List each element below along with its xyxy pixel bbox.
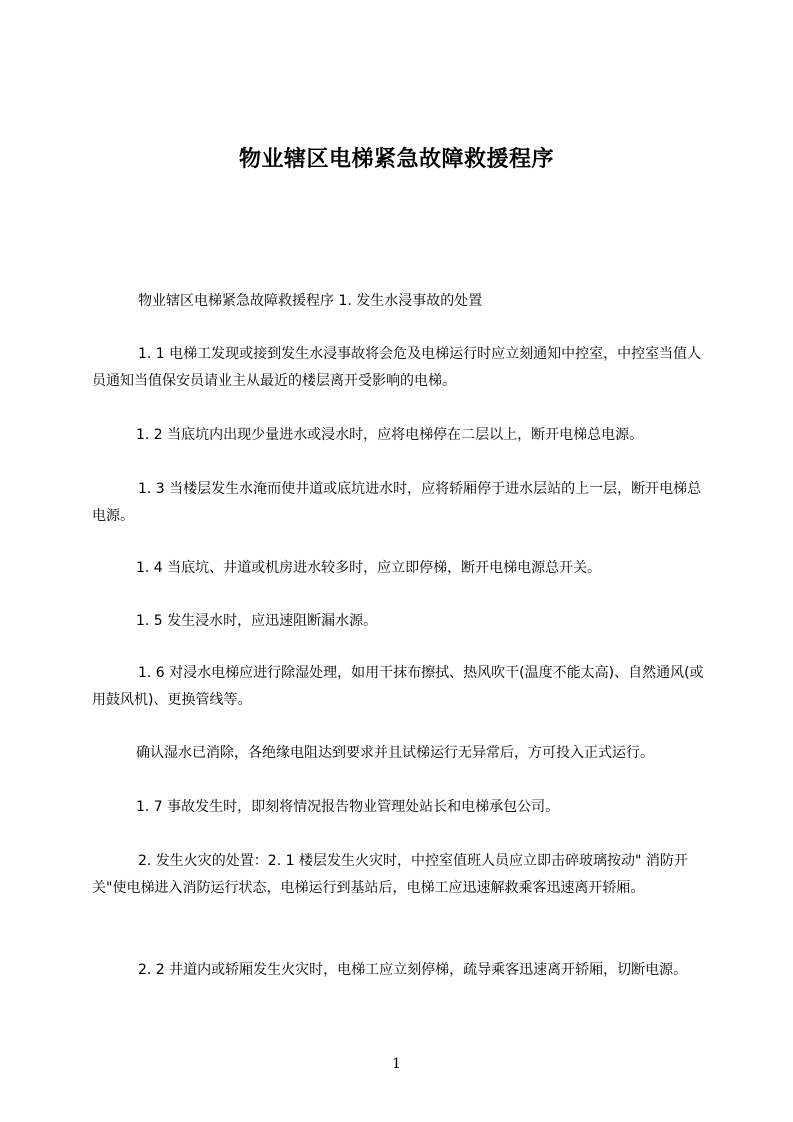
- paragraph-2-1: 2. 发生火灾的处置：2. 1 楼层发生火灾时，中控室值班人员应立即击碎玻璃按动" 消防开关"使电梯进入消防运行状态，电梯运行到基站后，电梯工应迅速解救乘客迅速离开轿厢。: [92, 853, 688, 896]
- document-title: 物业辖区电梯紧急故障救援程序: [238, 147, 554, 172]
- paragraph-1-3: 1. 3 当楼层发生水淹而使井道或底坑进水时，应将轿厢停于进水层站的上一层，断开电梯总电源。: [92, 481, 702, 524]
- paragraph-1-7: 1. 7 事故发生时，即刻将情况报告物业管理处站长和电梯承包公司。: [136, 799, 560, 815]
- paragraph-1-2: 1. 2 当底坑内出现少量进水或浸水时，应将电梯停在二层以上，断开电梯总电源。: [136, 427, 644, 443]
- paragraph-2-2: 2. 2 井道内或轿厢发生火灾时，电梯工应立刻停梯，疏导乘客迅速离开轿厢，切断电源。: [138, 962, 688, 978]
- paragraph-intro: 物业辖区电梯紧急故障救援程序 1. 发生水浸事故的处置: [138, 293, 483, 309]
- paragraph-1-4: 1. 4 当底坑、井道或机房进水较多时，应立即停梯，断开电梯电源总开关。: [136, 560, 602, 576]
- page-number: 1: [392, 1056, 401, 1072]
- paragraph-confirm: 确认湿水已消除，各绝缘电阻达到要求并且试梯运行无异常后，方可投入正式运行。: [136, 745, 654, 761]
- paragraph-1-6: 1. 6 对浸水电梯应进行除湿处理，如用干抹布擦拭、热风吹干(温度不能太高)、自然通风(或用鼓风机)、更换管线等。: [92, 665, 704, 708]
- paragraph-1-1: 1. 1 电梯工发现或接到发生水浸事故将会危及电梯运行时应立刻通知中控室，中控室当值人员通知当值保安员请业主从最近的楼层离开受影响的电梯。: [92, 346, 702, 389]
- paragraph-1-5: 1. 5 发生浸水时，应迅速阻断漏水源。: [136, 613, 378, 629]
